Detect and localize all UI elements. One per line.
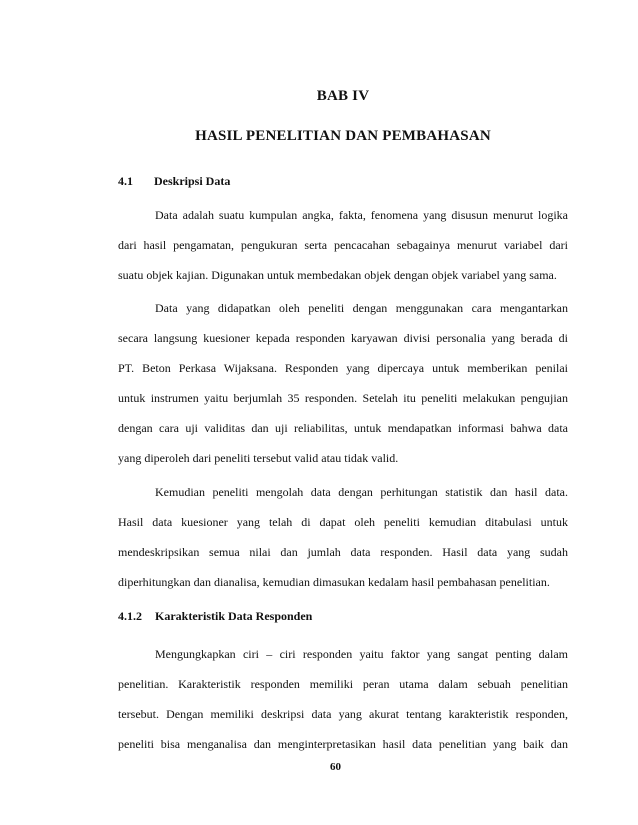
section-number: 4.1 bbox=[118, 174, 133, 188]
section-title: Deskripsi Data bbox=[154, 174, 231, 188]
chapter-number: BAB IV bbox=[316, 88, 370, 104]
text-line: yang diperoleh dari peneliti tersebut valid atau tidak valid. bbox=[118, 451, 399, 465]
text-line: tersebut. Dengan memiliki deskripsi data yang akurat tentang karakteristik responden, bbox=[118, 707, 568, 721]
text-line: suatu objek kajian. Digunakan untuk membedakan objek dengan objek variabel yang sama. bbox=[118, 268, 557, 282]
page-number: 60 bbox=[330, 761, 341, 773]
text-line: secara langsung kuesioner kepada responden karyawan divisi personalia yang berada di bbox=[118, 331, 568, 345]
text-line: dari hasil pengamatan, pengukuran serta pencacahan sebagainya menurut variabel dari bbox=[118, 238, 568, 252]
text-line: peneliti bisa menganalisa dan menginterpretasikan hasil data penelitian yang baik dan bbox=[118, 737, 568, 751]
text-line: diperhitungkan dan dianalisa, kemudian dimasukan kedalam hasil pembahasan penelitian. bbox=[118, 575, 550, 589]
text-line: untuk instrumen yaitu berjumlah 35 responden. Setelah itu peneliti melakukan pengujian bbox=[118, 391, 568, 405]
text-line: Data adalah suatu kumpulan angka, fakta, fenomena yang disusun menurut logika bbox=[155, 208, 568, 222]
text-line: mendeskripsikan semua nilai dan jumlah data responden. Hasil data yang sudah bbox=[118, 545, 568, 559]
section-title: Karakteristik Data Responden bbox=[155, 609, 313, 623]
text-line: Data yang didapatkan oleh peneliti dengan menggunakan cara mengantarkan bbox=[155, 301, 568, 315]
section-heading-4-1 bbox=[118, 174, 231, 189]
section-heading-4-1-2 bbox=[118, 609, 313, 624]
text-line: penelitian. Karakteristik responden memiliki peran utama dalam sebuah penelitian bbox=[118, 677, 568, 691]
section-number: 4.1.2 bbox=[118, 609, 142, 623]
chapter-title: HASIL PENELITIAN DAN PEMBAHASAN bbox=[195, 128, 491, 144]
text-line: dengan cara uji validitas dan uji reliabilitas, untuk mendapatkan informasi bahwa data bbox=[118, 421, 568, 435]
text-line: Kemudian peneliti mengolah data dengan perhitungan statistik dan hasil data. bbox=[155, 485, 568, 499]
text-line: PT. Beton Perkasa Wijaksana. Responden yang dipercaya untuk memberikan penilai bbox=[118, 361, 568, 375]
text-line: Hasil data kuesioner yang telah di dapat oleh peneliti kemudian ditabulasi untuk bbox=[118, 515, 568, 529]
text-line: Mengungkapkan ciri – ciri responden yaitu faktor yang sangat penting dalam bbox=[155, 647, 568, 661]
